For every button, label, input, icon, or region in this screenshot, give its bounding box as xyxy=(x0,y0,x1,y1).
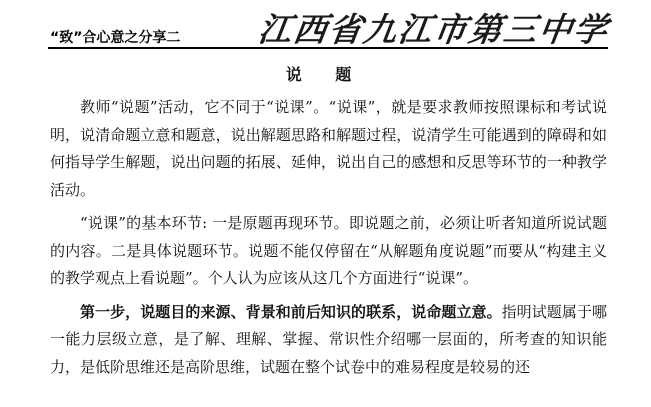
article-body xyxy=(50,94,607,387)
paragraph-1: 教师“说题”活动，它不同于“说课”。“说课”，就是要求教师按照课标和考试说明，说清命题立意和题意，说出解题思路和解题过程，说清学生可能遇到的障碍和如何指导学生解题，说出问题的拓展、延伸，说出自己的感想和反思等环节的一种教学活动。 xyxy=(50,98,607,199)
page-title: 说 题 xyxy=(285,65,366,84)
paragraph-2: “说课”的基本环节: 一是原题再现环节。即说题之前，必须让听者知道所说试题的内容。二是具体说题环节。说题不能仅停留在“从解题角度说题”而要从“构建主义的教学观点上看说题”。个人认为应该从这几个方面进行“说课”。 xyxy=(50,214,607,287)
school-name-calligraphy: 江西省九江市第三中学 xyxy=(255,10,612,49)
paragraph-3 xyxy=(50,299,607,382)
paragraph-3-text: 指明试题属于哪一能力层级立意，是了解、理解、掌握、常识性介绍哪一层面的，所考查的知识能力，是低阶思维还是高阶思维，试题在整个试卷中的难易程度是较易的还 xyxy=(50,302,607,376)
header-series-title: “致”合心意之分享二 xyxy=(50,30,181,46)
paragraph-3-heading: 第一步，说题目的来源、背景和前后知识的联系，说命题立意。 xyxy=(80,302,502,321)
header-divider xyxy=(48,47,608,49)
